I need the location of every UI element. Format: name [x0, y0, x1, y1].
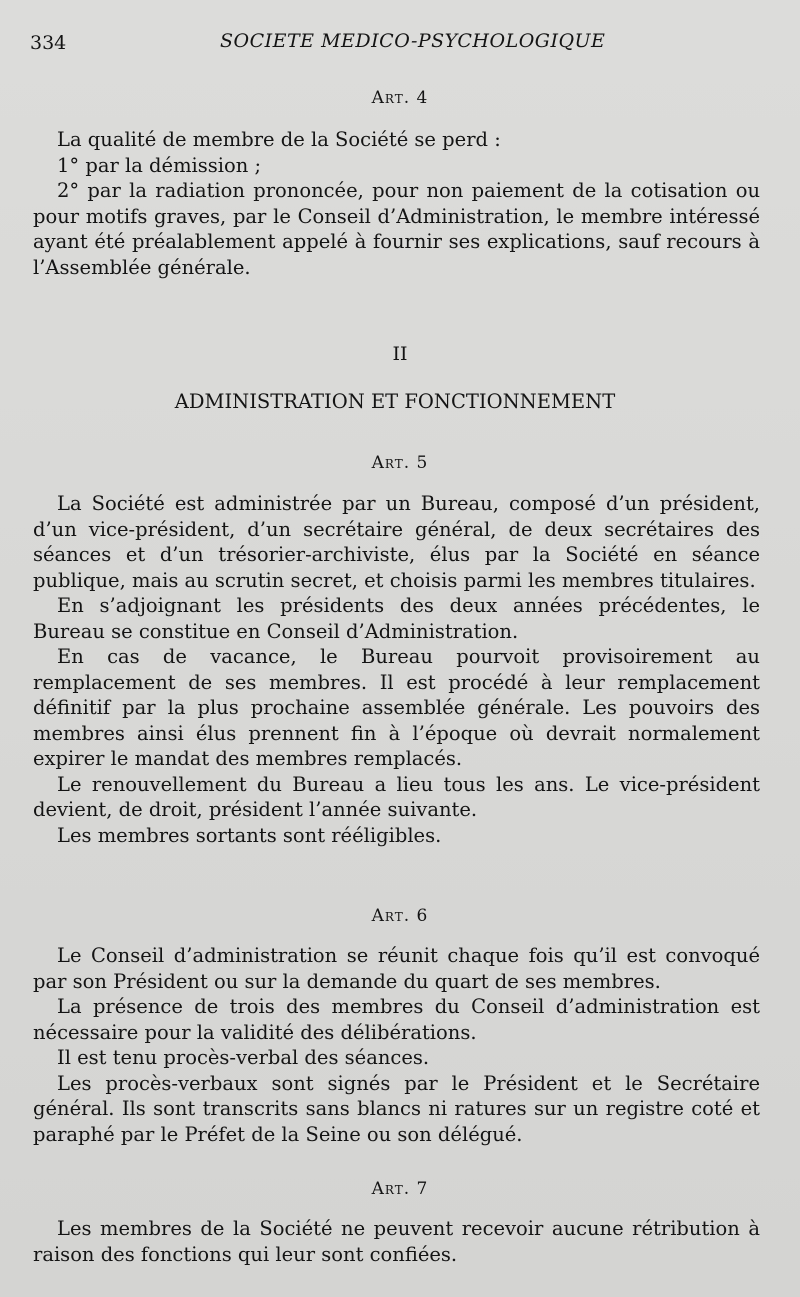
- paragraph: En s’adjoignant les présidents des deux années précédentes, le Bureau se constitue en Conseil d’Administration.: [33, 594, 760, 643]
- paragraph: La présence de trois des membres du Conseil d’administration est nécessaire pour la validité des délibérations.: [33, 995, 760, 1044]
- page-number: 334: [30, 32, 67, 54]
- article-4-body: [33, 127, 760, 280]
- article-4-heading: Art. 4: [371, 88, 429, 108]
- section-title: ADMINISTRATION ET FONCTIONNEMENT: [174, 390, 616, 413]
- paragraph: La qualité de membre de la Société se perd :: [57, 128, 501, 151]
- section-number: II: [392, 343, 408, 365]
- paragraph: Il est tenu procès-verbal des séances.: [57, 1046, 430, 1069]
- paragraph: Les procès-verbaux sont signés par le Président et le Secrétaire général. Ils sont transcrits sans blancs ni ratures sur un registre coté et paraphé par le Préfet de la Seine ou son délégué.: [33, 1071, 760, 1146]
- page-header: [30, 28, 770, 58]
- paragraph: 1° par la démission ;: [57, 153, 262, 177]
- running-head: SOCIETE MEDICO-PSYCHOLOGIQUE: [220, 30, 606, 52]
- article-5-heading: Art. 5: [371, 453, 429, 473]
- paragraph: Le Conseil d’administration se réunit chaque fois qu’il est convoqué par son Président ou sur la demande du quart de ses membres.: [33, 944, 760, 993]
- article-7-heading: Art. 7: [371, 1179, 429, 1199]
- paragraph: 2° par la radiation prononcée, pour non paiement de la cotisation ou pour motifs graves, par le Conseil d’Administration, le membre intéressé ayant été préalablement appelé à fournir ses explications, sauf recours à l’Assemblée générale.: [33, 179, 760, 279]
- article-6-body: [33, 943, 760, 1147]
- article-6-heading: Art. 6: [371, 906, 429, 926]
- article-7-body: [33, 1216, 760, 1267]
- article-5-body: [33, 491, 760, 848]
- paragraph: Les membres de la Société ne peuvent recevoir aucune rétribution à raison des fonctions qui leur sont confiées.: [33, 1217, 760, 1266]
- paragraph: Le renouvellement du Bureau a lieu tous les ans. Le vice-président devient, de droit, président l’année suivante.: [33, 772, 760, 821]
- paragraph: La Société est administrée par un Bureau, composé d’un président, d’un vice-président, d’un secrétaire général, de deux secrétaires des séances et d’un trésorier-archiviste, élus par la Société en séance publique, mais au scrutin secret, et choisis parmi les membres titulaires.: [33, 492, 760, 592]
- paragraph: Les membres sortants sont rééligibles.: [57, 823, 442, 847]
- paragraph: En cas de vacance, le Bureau pourvoit provisoirement au remplacement de ses membres. Il est procédé à leur remplacement définitif par la plus prochaine assemblée générale. Les pouvoirs des membres ainsi élus prennent fin à l’époque où devrait normalement expirer le mandat des membres remplacés.: [33, 645, 760, 770]
